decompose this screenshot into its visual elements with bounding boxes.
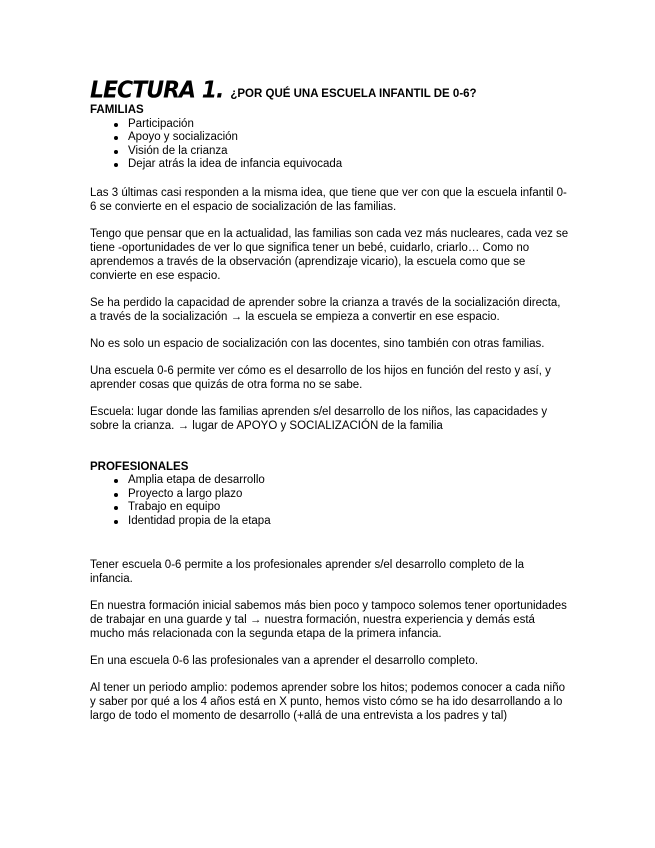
section-heading-familias: FAMILIAS — [90, 104, 144, 116]
spacer — [90, 172, 570, 186]
spacer — [90, 433, 570, 461]
spacer — [90, 214, 570, 227]
page-title: LECTURA 1. — [90, 77, 224, 104]
list-item: Trabajo en equipo — [90, 501, 570, 515]
spacer — [90, 641, 570, 654]
spacer — [90, 668, 570, 681]
title-line — [90, 78, 570, 104]
document-page — [90, 78, 570, 723]
paragraph: Escuela: lugar donde las familias aprenden s/el desarrollo de los niños, las capacidades y sobre la crianza. → lugar de APOYO y SOCIALIZACIÓN de la familia — [90, 405, 548, 432]
spacer — [90, 586, 570, 599]
paragraph: En nuestra formación inicial sabemos más bien poco y tampoco solemos tener oportunidades de trabajar en una guarde y tal → nuestra formación, nuestra experiencia y demás está mucho más relacionada con la segunda etapa de la primera infancia. — [90, 600, 567, 640]
profesionales-bullet-list — [90, 474, 570, 528]
paragraph: Tengo que pensar que en la actualidad, las familias son cada vez más nucleares, cada vez se tiene -oportunidades de ver lo que significa tener un bebé, cuidarlo, criarlo… Como no aprendemos a través de la observación (aprendizaje vicario), la escuela como que se convierte en ese espacio. — [90, 227, 569, 282]
page-subtitle: ¿POR QUÉ UNA ESCUELA INFANTIL DE 0-6? — [230, 88, 477, 100]
list-item: Amplia etapa de desarrollo — [90, 474, 570, 488]
familias-bullet-list — [90, 118, 570, 172]
paragraph: Las 3 últimas casi responden a la misma idea, que tiene que ver con que la escuela infantil 0-6 se convierte en el espacio de socialización de las familias. — [90, 186, 567, 213]
spacer — [90, 351, 570, 364]
paragraph: Al tener un periodo amplio: podemos aprender sobre los hitos; podemos conocer a cada niño y saber por qué a los 4 años está en X punto, hemos visto cómo se ha ido desarrollando a lo largo de todo el momento de desarrollo (+allá de una entrevista a los padres y tal) — [90, 682, 565, 722]
list-item: Identidad propia de la etapa — [90, 515, 570, 529]
paragraph: No es solo un espacio de socialización con las docentes, sino también con otras familias. — [90, 337, 545, 350]
section-heading-profesionales: PROFESIONALES — [90, 460, 189, 473]
spacer — [90, 528, 570, 558]
list-item: Apoyo y socialización — [90, 131, 570, 145]
paragraph: Se ha perdido la capacidad de aprender sobre la crianza a través de la socialización directa, a través de la socialización → la escuela se empieza a convertir en ese espacio. — [90, 296, 561, 323]
list-item: Proyecto a largo plazo — [90, 488, 570, 502]
spacer — [90, 283, 570, 296]
spacer — [90, 324, 570, 337]
paragraph: En una escuela 0-6 las profesionales van a aprender el desarrollo completo. — [90, 655, 479, 667]
list-item: Dejar atrás la idea de infancia equivocada — [90, 158, 570, 172]
paragraph: Una escuela 0-6 permite ver cómo es el desarrollo de los hijos en función del resto y así, y aprender cosas que quizás de otra forma no se sabe. — [90, 364, 551, 391]
spacer — [90, 392, 570, 405]
list-item: Visión de la crianza — [90, 145, 570, 159]
paragraph: Tener escuela 0-6 permite a los profesionales aprender s/el desarrollo completo de la infancia. — [90, 559, 525, 585]
list-item: Participación — [90, 118, 570, 132]
